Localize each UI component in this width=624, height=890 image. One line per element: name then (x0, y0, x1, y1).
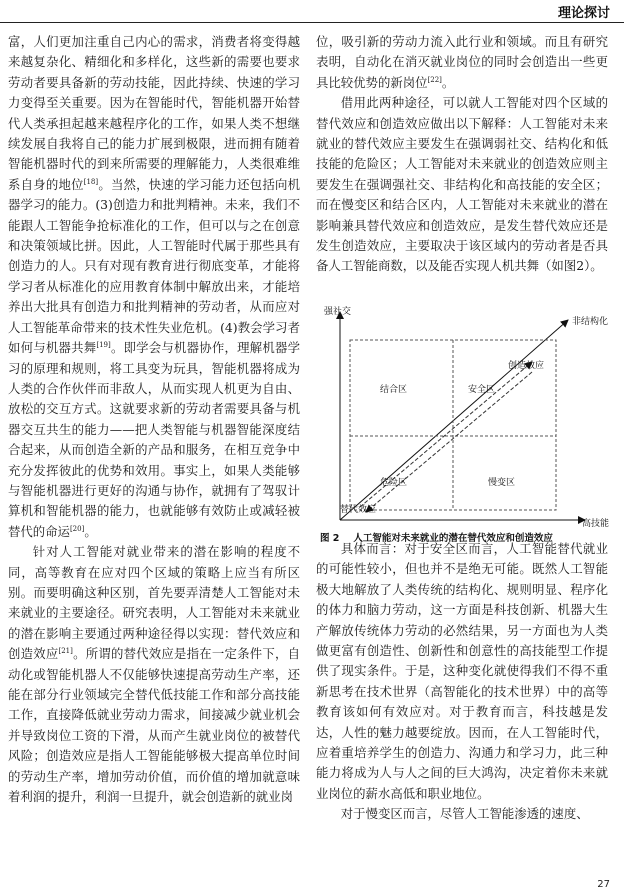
figure-caption (320, 530, 620, 544)
left-paragraph-1: 富，人们更加注重自己内心的需求，消费者将变得越来越复杂化、精细化和多样化，这些新的需要也要求劳动者要具备新的劳动技能，因此持续、快速的学习力变得至关重要。因为在智能时代，智能机器开始替代人类承担起越来越程序化的工作，如果人类不想继续发展自我将自己的能力扩展到极限，进而拥有随着智能机器时代的到来所需要的理解能力，人类很难维系自身的地位[18]。当然，快速的学习能力还包括向机器学习的能力。(3)创造力和批判精神。未来，我们不能跟人工智能争抢标准化的工作，但可以与之在创意和决策领域比拼。因此，人工智能时代属于那些具有创造力的人。只有对现有教育进行彻底变革，才能将学习者从标准化的应用教育体制中解放出来，才能培养出大批具有创造力和批判精神的劳动者，从而应对人工智能革命带来的技术性失业危机。(4)教会学习者如何与机器共舞[19]。即学会与机器协作，理解机器学习的原理和规则，将工具变为玩具，智能机器将成为人类的合作伙伴而非敌人，从而实现人机更为自由、放松的交互方式。这就要求新的劳动者需要具备与机器交互共生的能力——把人类智能与机器智能深度结合起来，从而创造全新的产品和服务，在相互竞争中充分发挥彼此的优势和效用。事实上，如果人类能够与智能机器进行更好的沟通与协作，就拥有了驾驭计算机和智能机器的能力，也就能够有效防止或减轻被替代的命运[20]。 (8, 34, 301, 539)
quadrant-danger: 危险区 (380, 478, 408, 488)
quadrant-slow-change: 慢变区 (488, 478, 516, 488)
y-axis-label: 强社交 (324, 307, 352, 317)
citation: [22] (427, 75, 442, 84)
section-title: 理论探讨 (557, 6, 610, 21)
left-column (8, 32, 300, 807)
figure-2 (320, 300, 620, 550)
right-paragraph-3: 具体而言：对于安全区而言，人工智能替代就业的可能性较小，但也并不是绝无可能。既然人工智能极大地解放了人类传统的结构化、规则明显、程序化的体力和脑力劳动，这一方面是科技创新、机器大生产解放传统体力劳动的必然结果，另一方面也为人类做更富有创造性、创新性和创意性的高技能型工作提供了现实条件。于是，这种变化就使得我们不得不重新思考在技术世界（高智能化的技术世界）中的高等教育该如何有效应对。对于教育而言，科技越是发达，人性的魅力越要绽放。因而，在人工智能时代，应着重培养学生的创造力、沟通力和学习力，此三种能力将成为人与人之间的巨大鸿沟，决定着你未来就业岗位的薪水高低和职业地位。 (316, 540, 608, 801)
citation: [20] (69, 524, 85, 533)
citation: [21] (58, 647, 73, 656)
citation: [19] (96, 340, 111, 349)
right-paragraph-2: 借用此两种途径，可以就人工智能对四个区域的替代效应和创造效应做出以下解释：人工智能对未来就业的替代效应主要发生在强调弱社交、结构化和低技能的危险区；人工智能对未来就业的创造效应则主要发生在强调强社交、非结构化和高技能的安全区；而在慢变区和结合区内，人工智能对未来就业的潜在影响兼具替代效应和创造效应，是发生替代效应还是发生创造效应，主要取决于该区域内的劳动者是否具备人工智能商数，以及能否实现人机共舞（如图2）。 (316, 95, 608, 274)
page-header (0, 0, 624, 24)
right-paragraph-1: 位，吸引新的劳动力流入此行业和领域。而且有研究表明，自动化在消灭就业岗位的同时会创造出一些更具比较优势的新岗位[22]。 (316, 34, 608, 90)
diagonal-axis-label: 非结构化 (572, 317, 609, 327)
citation: [18] (83, 177, 99, 186)
right-paragraph-4: 对于慢变区而言，尽管人工智能渗透的速度、 (340, 806, 589, 822)
left-paragraph-2: 针对人工智能对就业带来的潜在影响的程度不同，高等教育在应对四个区域的策略上应当有所区别。而要明确这种区别，首先要弄清楚人工智能对未来就业的主要途径。研究表明，人工智能对未来就业的潜在影响主要通过两种途径得以实现：替代效应和创造效应[21]。所谓的替代效应是指在一定条件下，自动化或智能机器人不仅能够快速提高劳动生产率，还能在部分行业领域完全替代低技能工作和部分高技能工作，直接降低就业劳动力需求，间接减少就业机会并导致岗位工资的下滑，从而产生就业岗位的被替代风险；创造效应是指人工智能能够极大提高单位时间的劳动生产率，增加劳动价值，而价值的增加就意味着利润的提升，利润一旦提升，就会创造新的就业岗 (8, 544, 301, 805)
x-axis-label: 高技能 (582, 519, 610, 529)
quadrant-diagram (320, 300, 620, 530)
quadrant-safe: 安全区 (468, 385, 496, 395)
page-number: 27 (597, 879, 610, 890)
diagonal-axis (340, 320, 568, 520)
substitution-effect-label: 替代效应 (340, 505, 377, 515)
caption-text: 人工智能对未来就业的潜在替代效应和创造效应 (353, 533, 553, 544)
quadrant-combination: 结合区 (380, 385, 408, 395)
creation-effect-label: 创造效应 (508, 361, 545, 371)
header-rule (0, 22, 624, 23)
caption-number: 图 2 (320, 533, 340, 544)
